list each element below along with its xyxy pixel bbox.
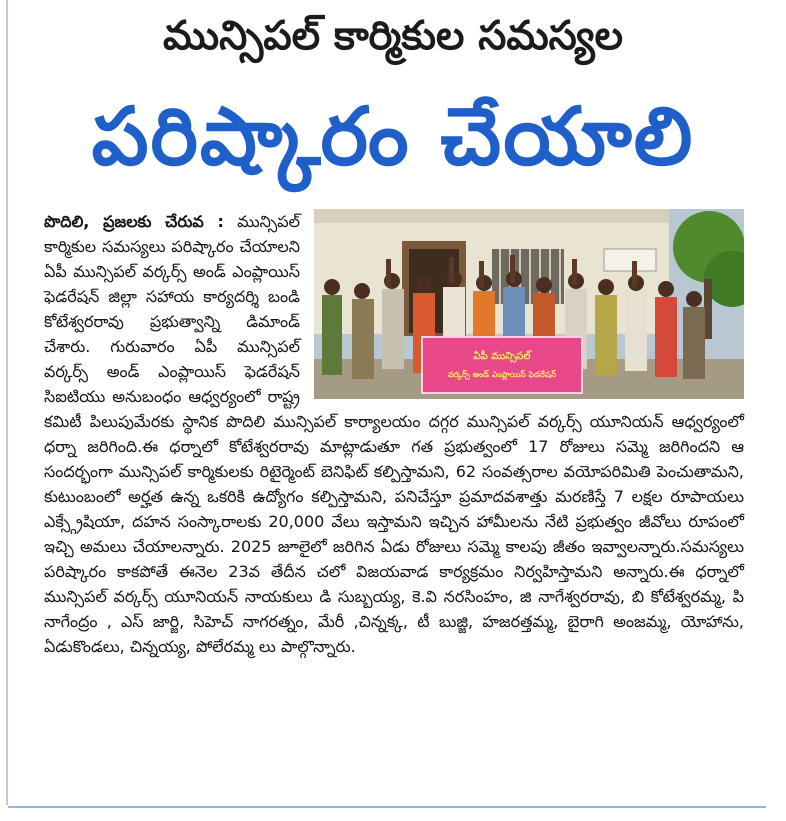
bottom-rule bbox=[8, 806, 766, 808]
article-kicker: మున్సిపల్ కార్మికుల సమస్యల bbox=[162, 13, 623, 59]
banner-line-2: వర్కర్స్ అండ్ ఎంప్లాయిస్ ఫెడరేషన్ bbox=[447, 370, 557, 379]
article-dateline: పొదిలి, ప్రజలకు చేరువ : bbox=[44, 212, 224, 231]
protest-photo-illustration bbox=[314, 209, 744, 399]
banner-line-1: ఏపీ మున్సిపల్ bbox=[473, 351, 531, 362]
article-headline: పరిష్కారం చేయాలి bbox=[91, 90, 695, 183]
protest-photo bbox=[314, 209, 744, 399]
article-body-text: మున్సిపల్ కార్మికుల సమస్యలు పరిష్కారం చేయాలని ఏపీ మున్సిపల్ వర్కర్స్ అండ్ ఎంప్లాయిస్ ఫెడరేషన్ జిల్లా సహాయ కార్యదర్శి బండి కోటేశ్వరరావు ప్రభుత్వాన్ని డిమాండ్ చేశారు. గురువారం ఏపీ మున్సిపల్ వర్కర్స్ అండ్ ఎంప్లాయిస్ ఫెడరేషన్ సిఐటియు అనుబంధం ఆధ్వర్యంలో రాష్ట్ర కమిటీ పిలుపుమేరకు స్థానిక పొదిలి మున్సిపల్ కార్యాలయం దగ్గర మున్సిపల్ వర్కర్స్ యూనియన్ ఆధ్వర్యంలో ధర్నా జరిగింది.ఈ ధర్నాలో కోటేశ్వరరావు మాట్లాడుతూ గత ప్రభుత్వంలో 17 రోజులు సమ్మె జరిగిందని ఆ సందర్భంగా మున్సిపల్ కార్మికులకు రిటైర్మెంట్ బెనిఫిట్ కల్పిస్తామని, 62 సంవత్సరాల వయోపరిమితి పెంచుతామని, కుటుంబంలో అర్హత ఉన్న ఒకరికి ఉద్యోగం కల్పిస్తామని, పనిచేస్తూ ప్రమాదవశాత్తు మరణిస్తే 7 లక్షల రూపాయలు ఎక్స్గ్రేషియా, దహన సంస్కారాలకు 20,000 వేలు ఇస్తామని ఇచ్చిన హామీలను నేటి ప్రభుత్వం జీవోలు రూపంలో ఇచ్చి అమలు చేయాలన్నారు. 2025 జూలైలో జరిగిన ఏడు రోజులు సమ్మె కాలపు జీతం ఇవ్వాలన్నారు.సమస్యలు పరిష్కారం కాకపోతే ఈనెల 23వ తేదీన చలో విజయవాడ కార్యక్రమం నిర్వహిస్తామని అన్నారు.ఈ ధర్నాలో మున్సిపల్ వర్కర్స్ యూనియన్ నాయకులు డి సుబ్బయ్య, కె.వి నరసింహం, జి నాగేశ్వరరావు, బి కోటేశ్వరమ్మ, పి నాగేంద్రం , ఎస్ జార్జి, సిహెచ్ నాగరత్నం, మేరీ ,చిన్నక్క, టీ బుజ్జి, హజరత్తమ్మ, బైరాగి అంజమ్మ, యోహాను, ఏడుకొండలు, చిన్నయ్య, పోలేరమ్మ లు పాల్గొన్నారు. bbox=[44, 212, 744, 656]
article-body bbox=[44, 209, 744, 659]
